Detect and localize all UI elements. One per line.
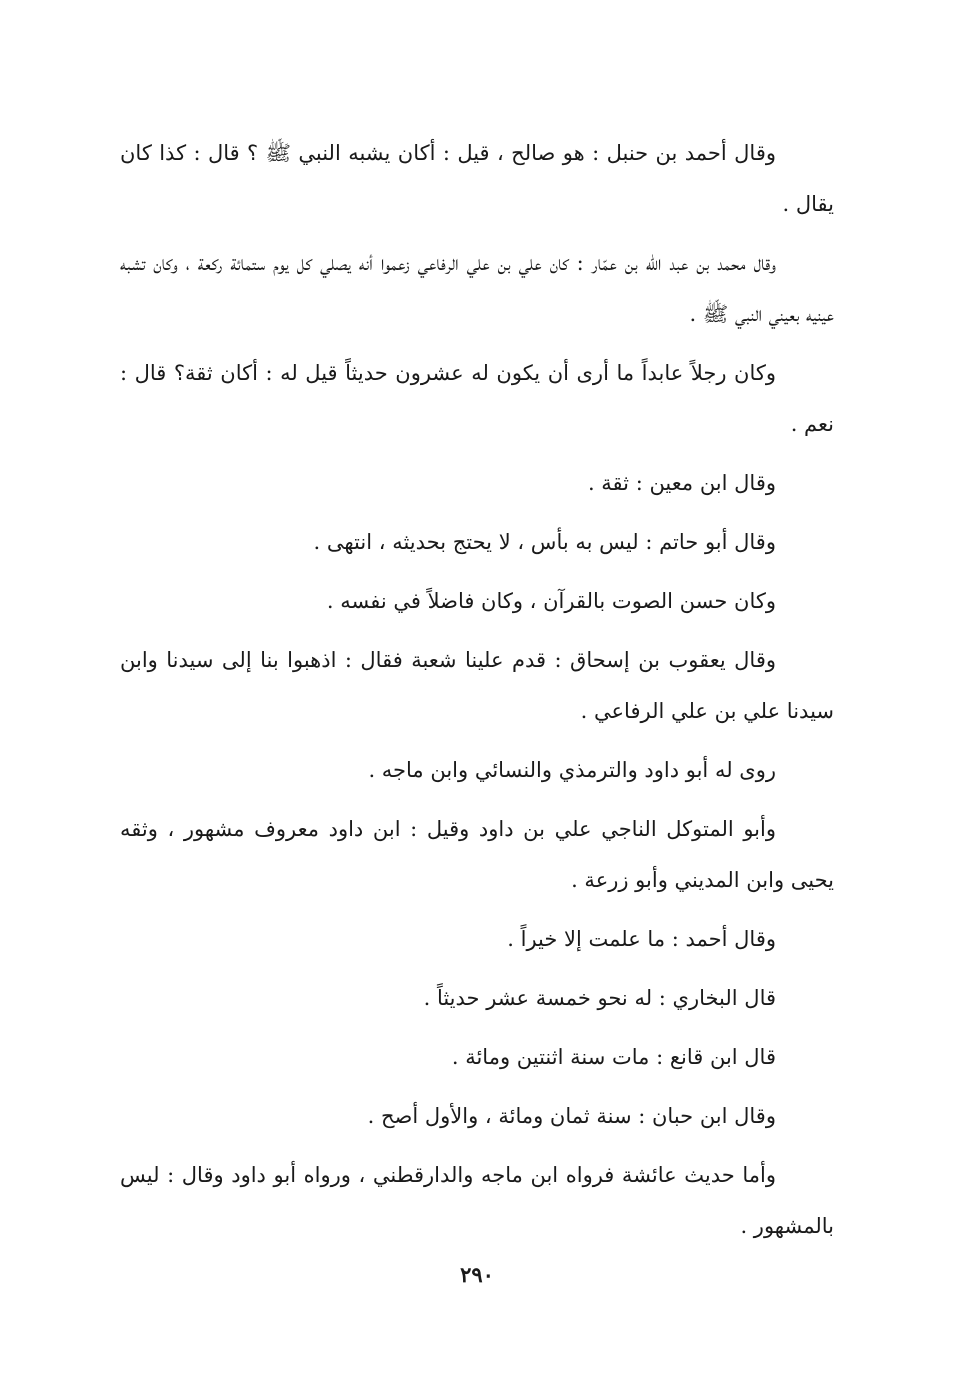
paragraph: وقال ابن معين : ثقة . — [587, 471, 776, 495]
paragraph: وقال أحمد : ما علمت إلا خيراً . — [507, 927, 776, 951]
paragraph: قال البخاري : له نحو خمسة عشر حديثاً . — [423, 986, 776, 1010]
paragraph: وأبو المتوكل الناجي علي بن داود وقيل : ابن داود معروف مشهور ، وثقه يحيى وابن المديني وأبو زرعة . — [120, 817, 834, 892]
paragraph: وكان حسن الصوت بالقرآن ، وكان فاضلاً في نفسه . — [326, 589, 776, 613]
paragraph: وكان رجلاً عابداً ما أرى أن يكون له عشرون حديثاً قيل له : أكان ثقة؟ قال : نعم . — [120, 361, 834, 436]
paragraph: وقال ابن حبان : سنة ثمان ومائة ، والأول أصح . — [367, 1104, 776, 1128]
paragraph: وقال أبو حاتم : ليس به بأس ، لا يحتج بحديثه ، انتهى . — [313, 530, 776, 554]
paragraph: قال ابن قانع : مات سنة اثنتين ومائة . — [451, 1045, 776, 1069]
paragraph: وقال محمد بن عبد اللّه بن عمّار : كان علي بن علي الرفاعي زعموا أنه يصلي كل يوم ستمائة ركعة ، وكان تشبه عينيه بعيني النبي ﷺ . — [120, 251, 834, 326]
paragraph: وقال أحمد بن حنبل : هو صالح ، قيل : أكان يشبه النبي ﷺ ؟ قال : كذا كان يقال . — [120, 141, 834, 216]
paragraph: وأما حديث عائشة فرواه ابن ماجه والدارقطني ، ورواه أبو داود وقال : ليس بالمشهور . — [120, 1163, 834, 1238]
page-number: ٢٩٠ — [460, 1262, 494, 1287]
paragraph: روى له أبو داود والترمذي والنسائي وابن ماجه . — [368, 758, 776, 782]
paragraph: وقال يعقوب بن إسحاق : قدم علينا شعبة فقال : اذهبوا بنا إلى سيدنا وابن سيدنا علي بن علي الرفاعي . — [120, 648, 834, 723]
body-text — [120, 128, 834, 1260]
